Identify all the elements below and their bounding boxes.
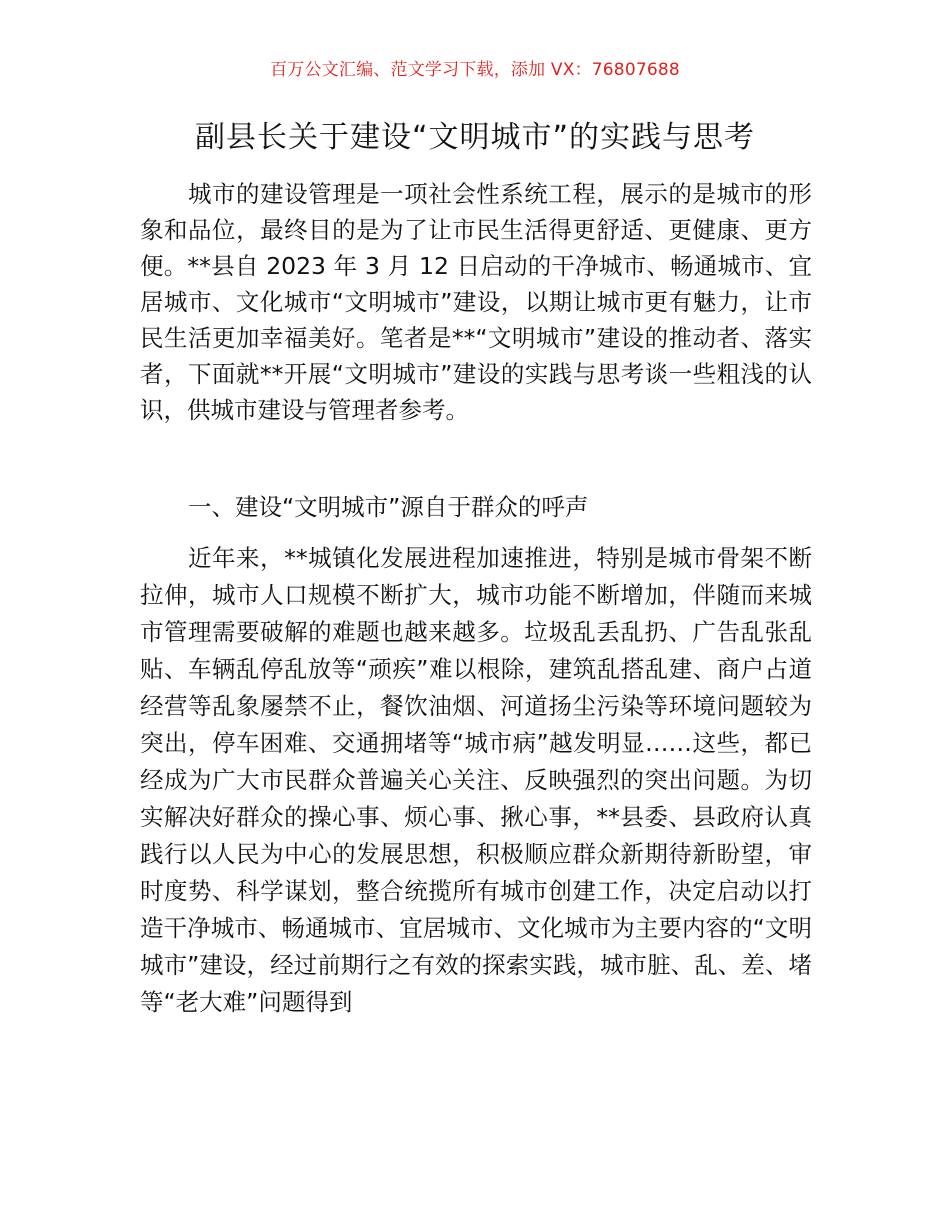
- document-title: 副县长关于建设“文明城市”的实践与思考: [194, 120, 756, 155]
- section-heading-1: 一、建设“文明城市”源自于群众的呼声: [188, 493, 589, 521]
- paragraph-intro: [140, 176, 812, 428]
- paragraph-intro-text: 城市的建设管理是一项社会性系统工程，展示的是城市的形象和品位，最终目的是为了让市民生活得更舒适、更健康、更方便。**县自 2023 年 3 月 12 日启动的干净城市、畅通城市、宜居城市、文化城市“文明城市”建设，以期让城市更有魅力，让市民生活更加幸福美好。笔者是**“文明城市”建设的推动者、落实者，下面就**开展“文明城市”建设的实践与思考谈一些粗浅的认识，供城市建设与管理者参考。: [140, 180, 812, 424]
- paragraph-section-1: [140, 540, 812, 1021]
- paragraph-section-1-text: 近年来，**城镇化发展进程加速推进，特别是城市骨架不断拉伸，城市人口规模不断扩大，城市功能不断增加，伴随而来城市管理需要破解的难题也越来越多。垃圾乱丢乱扔、广告乱张乱贴、车辆乱停乱放等“顽疾”难以根除，建筑乱搭乱建、商户占道经营等乱象屡禁不止，餐饮油烟、河道扬尘污染等环境问题较为突出，停车困难、交通拥堵等“城市病”越发明显……这些，都已经成为广大市民群众普遍关心关注、反映强烈的突出问题。为切实解决好群众的操心事、烦心事、揪心事，**县委、县政府认真践行以人民为中心的发展思想，积极顺应群众新期待新盼望，审时度势、科学谋划，整合统揽所有城市创建工作，决定启动以打造干净城市、畅通城市、宜居城市、文化城市为主要内容的“文明城市”建设，经过前期行之有效的探索实践，城市脏、乱、差、堵等“老大难”问题得到: [140, 544, 812, 1016]
- header-banner: 百万公文汇编、范文学习下载，添加 VX：76807688: [270, 60, 680, 80]
